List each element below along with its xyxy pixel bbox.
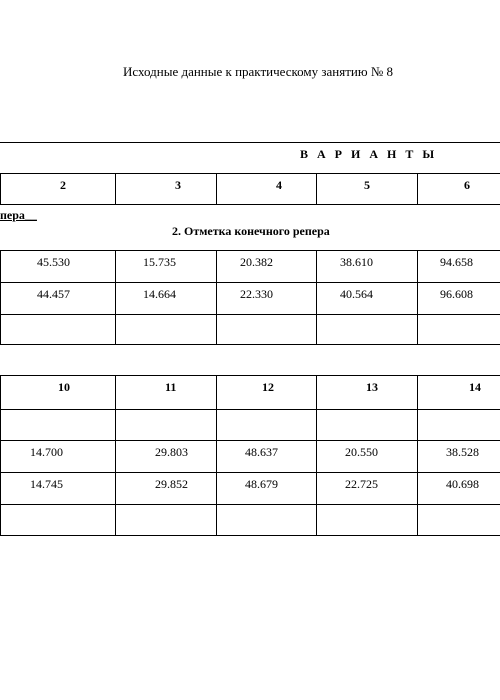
table-border (0, 173, 500, 174)
column-number: 6 (464, 178, 470, 192)
table-cell: 94.658 (440, 255, 473, 269)
column-number: 11 (165, 380, 177, 394)
column-number: 4 (276, 178, 282, 192)
table-cell: 48.637 (245, 445, 278, 459)
page-title: Исходные данные к практическому занятию № 8 (123, 64, 393, 79)
table-border (0, 472, 500, 473)
table-cell: 22.725 (345, 477, 378, 491)
table-border (0, 314, 500, 315)
table-border (0, 250, 1, 344)
table-border (0, 409, 500, 410)
table-cell: 14.700 (30, 445, 63, 459)
table-border (316, 250, 317, 344)
table-cell: 45.530 (37, 255, 70, 269)
table-cell: 40.698 (446, 477, 479, 491)
table-border (216, 250, 217, 344)
table-cell: 20.382 (240, 255, 273, 269)
variants-header: В А Р И А Н Т Ы (300, 147, 438, 161)
table-border (316, 375, 317, 535)
table-border (0, 204, 500, 205)
table-border (0, 142, 500, 143)
table-cell: 22.330 (240, 287, 273, 301)
table-border (0, 440, 500, 441)
table-cell: 48.679 (245, 477, 278, 491)
table-cell: 44.457 (37, 287, 70, 301)
table-border (0, 344, 500, 345)
table-cell: 14.664 (143, 287, 176, 301)
table-border (0, 375, 1, 535)
column-number: 3 (175, 178, 181, 192)
table-cell: 15.735 (143, 255, 176, 269)
column-number: 14 (469, 380, 481, 394)
table-cell: 38.610 (340, 255, 373, 269)
column-number: 12 (262, 380, 274, 394)
section-label-left: пера__ (0, 208, 37, 222)
column-number: 13 (366, 380, 378, 394)
table-border (0, 535, 500, 536)
table-border (0, 504, 500, 505)
table-cell: 14.745 (30, 477, 63, 491)
section-title: 2. Отметка конечного репера (172, 224, 330, 238)
table-cell: 40.564 (340, 287, 373, 301)
table-border (115, 173, 116, 204)
table-cell: 29.803 (155, 445, 188, 459)
column-number: 5 (364, 178, 370, 192)
table-cell: 29.852 (155, 477, 188, 491)
table-cell: 38.528 (446, 445, 479, 459)
table-border (316, 173, 317, 204)
table-border (417, 250, 418, 344)
table-border (0, 173, 1, 204)
table-border (216, 173, 217, 204)
table-border (115, 250, 116, 344)
table-border (115, 375, 116, 535)
table-border (0, 282, 500, 283)
table-cell: 20.550 (345, 445, 378, 459)
table-border (216, 375, 217, 535)
table-border (417, 173, 418, 204)
column-number: 10 (58, 380, 70, 394)
table-border (0, 375, 500, 376)
column-number: 2 (60, 178, 66, 192)
table-border (417, 375, 418, 535)
table-border (0, 250, 500, 251)
table-cell: 96.608 (440, 287, 473, 301)
